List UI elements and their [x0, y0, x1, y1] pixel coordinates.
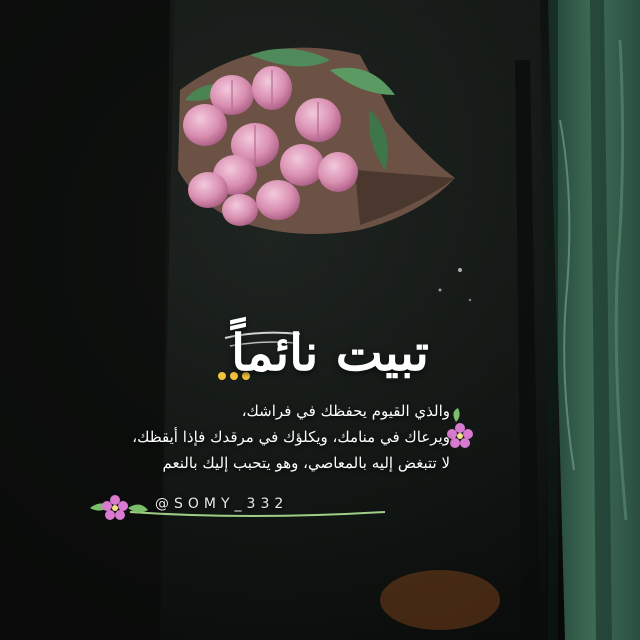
- verse-line: والذي القيوم يحفظك في فراشك،: [241, 402, 450, 420]
- dust-speck: [469, 299, 471, 301]
- verse-line: ويرعاك في منامك، ويكلؤك في مرقدك فإذا أيقظك،: [132, 428, 450, 446]
- tulip: [222, 194, 258, 226]
- tulip: [280, 144, 324, 186]
- tulip: [183, 104, 227, 146]
- tulip: [256, 180, 300, 220]
- frame-edge: [548, 0, 558, 640]
- warm-light-glow: [380, 570, 500, 630]
- account-handle: @SOMY_332: [155, 496, 289, 512]
- calligraphy-title: تبيت نائماً: [231, 323, 429, 382]
- dust-speck: [439, 289, 442, 292]
- left-wall-shadow: [0, 0, 175, 640]
- dust-speck: [458, 268, 462, 272]
- tulip: [188, 172, 228, 208]
- tulip: [318, 152, 358, 192]
- verse-line: لا تتبغض إليه بالمعاصي، وهو يتحبب إليك بالنعم: [162, 454, 450, 472]
